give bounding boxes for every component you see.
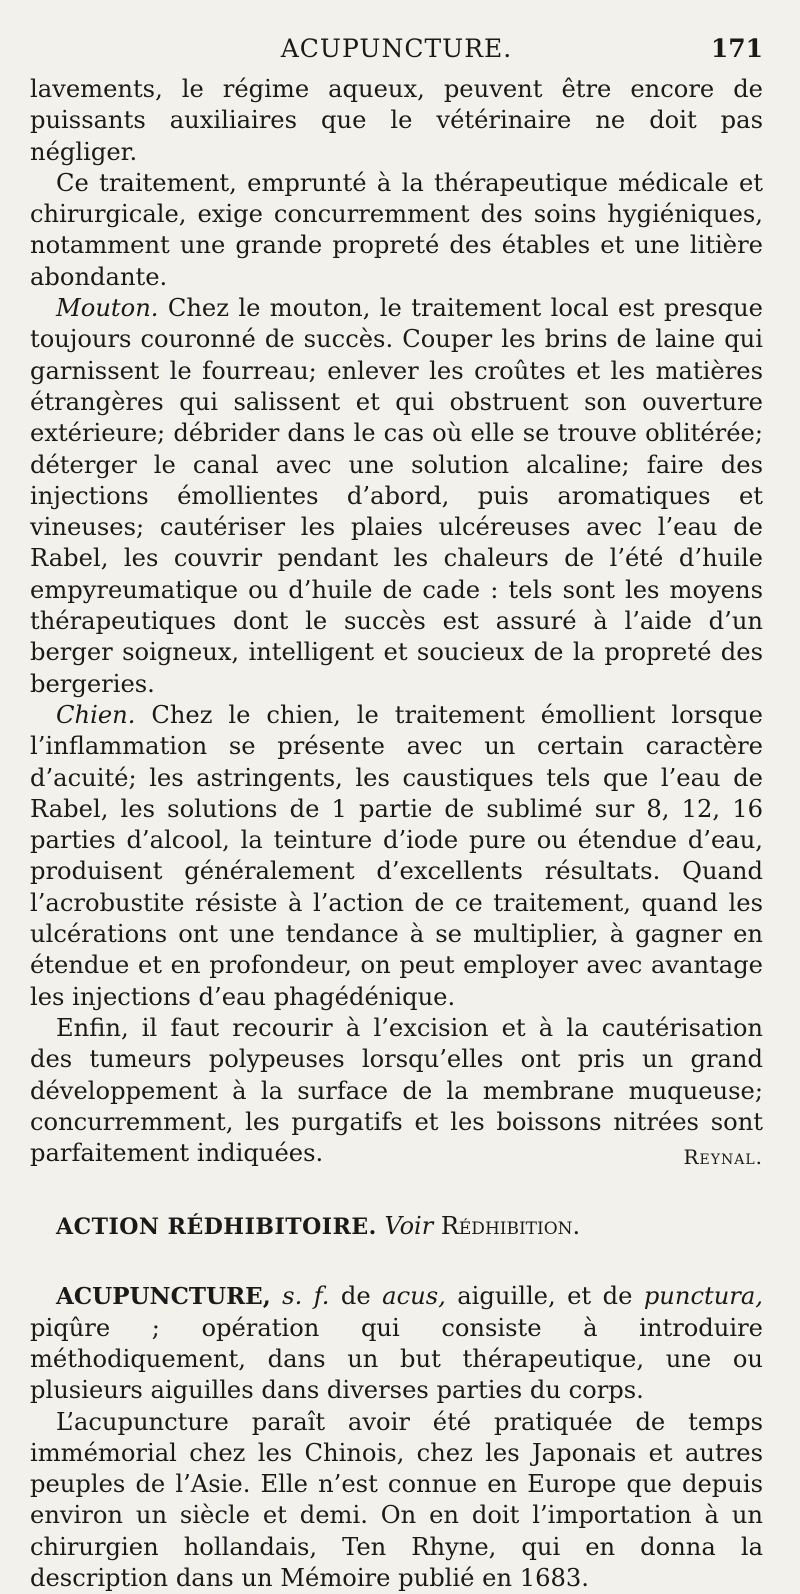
entry-heading-action: ACTION RÉDHIBITOIRE. <box>56 1214 377 1241</box>
grammar-label: s. f. <box>282 1282 330 1311</box>
definition-text: aiguille, et de <box>445 1282 644 1311</box>
paragraph-treatment: Ce traitement, emprunté à la thérapeutique médicale et chirurgicale, exige concurremment des soins hygiéniques, notamment une grande propreté des étables et une litière abondante. <box>30 168 763 291</box>
definition-text: piqûre ; opération qui consiste à introduire méthodiquement, dans un but thérapeutique, une ou plusieurs aiguilles dans diverses parties du corps. <box>30 1313 763 1405</box>
etymology-acus: acus, <box>382 1282 446 1311</box>
paragraph-history: L’acupuncture paraît avoir été pratiquée de temps immémorial chez les Chinois, chez les Japonais et autres peuples de l’Asie. Elle n’est connue en Europe que depuis environ un siècle et demi. On en doit l’importation à un chirurgien hollandais, Ten Rhyne, qui en donna la description dans un Mémoire publié en 1683. <box>30 1407 763 1593</box>
etymology-punctura: punctura, <box>643 1282 763 1311</box>
entry-action-redhibitoire <box>30 1211 763 1243</box>
voir-label: Voir <box>384 1212 434 1241</box>
entry-acupuncture <box>30 1281 763 1406</box>
mouton-lead: Mouton. <box>56 294 159 323</box>
author-signature: Reynal. <box>683 1145 763 1170</box>
chien-text: Chez le chien, le traitement émollient lorsque l’inflammation se présente avec un certain caractère d’acuité; les astringents, les caustiques tels que l’eau de Rabel, les solutions de 1 partie de sublimé sur 8, 12, 16 parties d’alcool, la teinture d’iode pure ou étendue d’eau, produisent généralement d’excellents résultats. Quand l’acrobustite résiste à l’action de ce traitement, quand les ulcérations ont une tendance à se multiplier, à gagner en étendue et en profondeur, on peut employer avec avantage les injections d’eau phagédénique. <box>30 700 763 1011</box>
entry-heading-acupuncture: ACUPUNCTURE, <box>56 1283 271 1311</box>
chien-lead: Chien. <box>56 700 136 729</box>
paragraph-continuation: lavements, le régime aqueux, peuvent être encore de puissants auxiliaires que le vétérinaire ne doit pas négliger. <box>30 75 763 166</box>
book-page <box>30 30 763 1594</box>
cross-reference: Rédhibition. <box>440 1212 581 1241</box>
page-number: 171 <box>710 34 763 63</box>
running-head <box>30 30 763 74</box>
running-title: ACUPUNCTURE. <box>280 34 513 63</box>
enfin-text: Enfin, il faut recourir à l’excision et à la cautérisation des tumeurs polypeuses lorsqu’elles ont pris un grand développement à la surface de la membrane muqueuse; concurremment, les purgatifs et les boissons nitrées sont parfaitement indiquées. <box>30 1013 763 1168</box>
mouton-text: Chez le mouton, le traitement local est presque toujours couronné de succès. Couper les brins de laine qui garnissent le fourreau; enlever les croûtes et les matières étrangères qui salissent et qui obstruent son ouverture extérieure; débrider dans le cas où elle se trouve oblitérée; déterger le canal avec une solution alcaline; faire des injections émollientes d’abord, puis aromatiques et vineuses; cautériser les plaies ulcéreuses avec l’eau de Rabel, les couvrir pendant les chaleurs de l’été d’huile empyreumatique ou d’huile de cade : tels sont les moyens thérapeutiques dont le succès est assuré à l’aide d’un berger soigneux, intelligent et soucieux de la propreté des bergeries. <box>30 294 763 698</box>
paragraph-enfin <box>30 1013 763 1169</box>
paragraph-chien <box>30 700 763 1013</box>
paragraph-mouton <box>30 293 763 700</box>
definition-text: de <box>329 1282 383 1311</box>
